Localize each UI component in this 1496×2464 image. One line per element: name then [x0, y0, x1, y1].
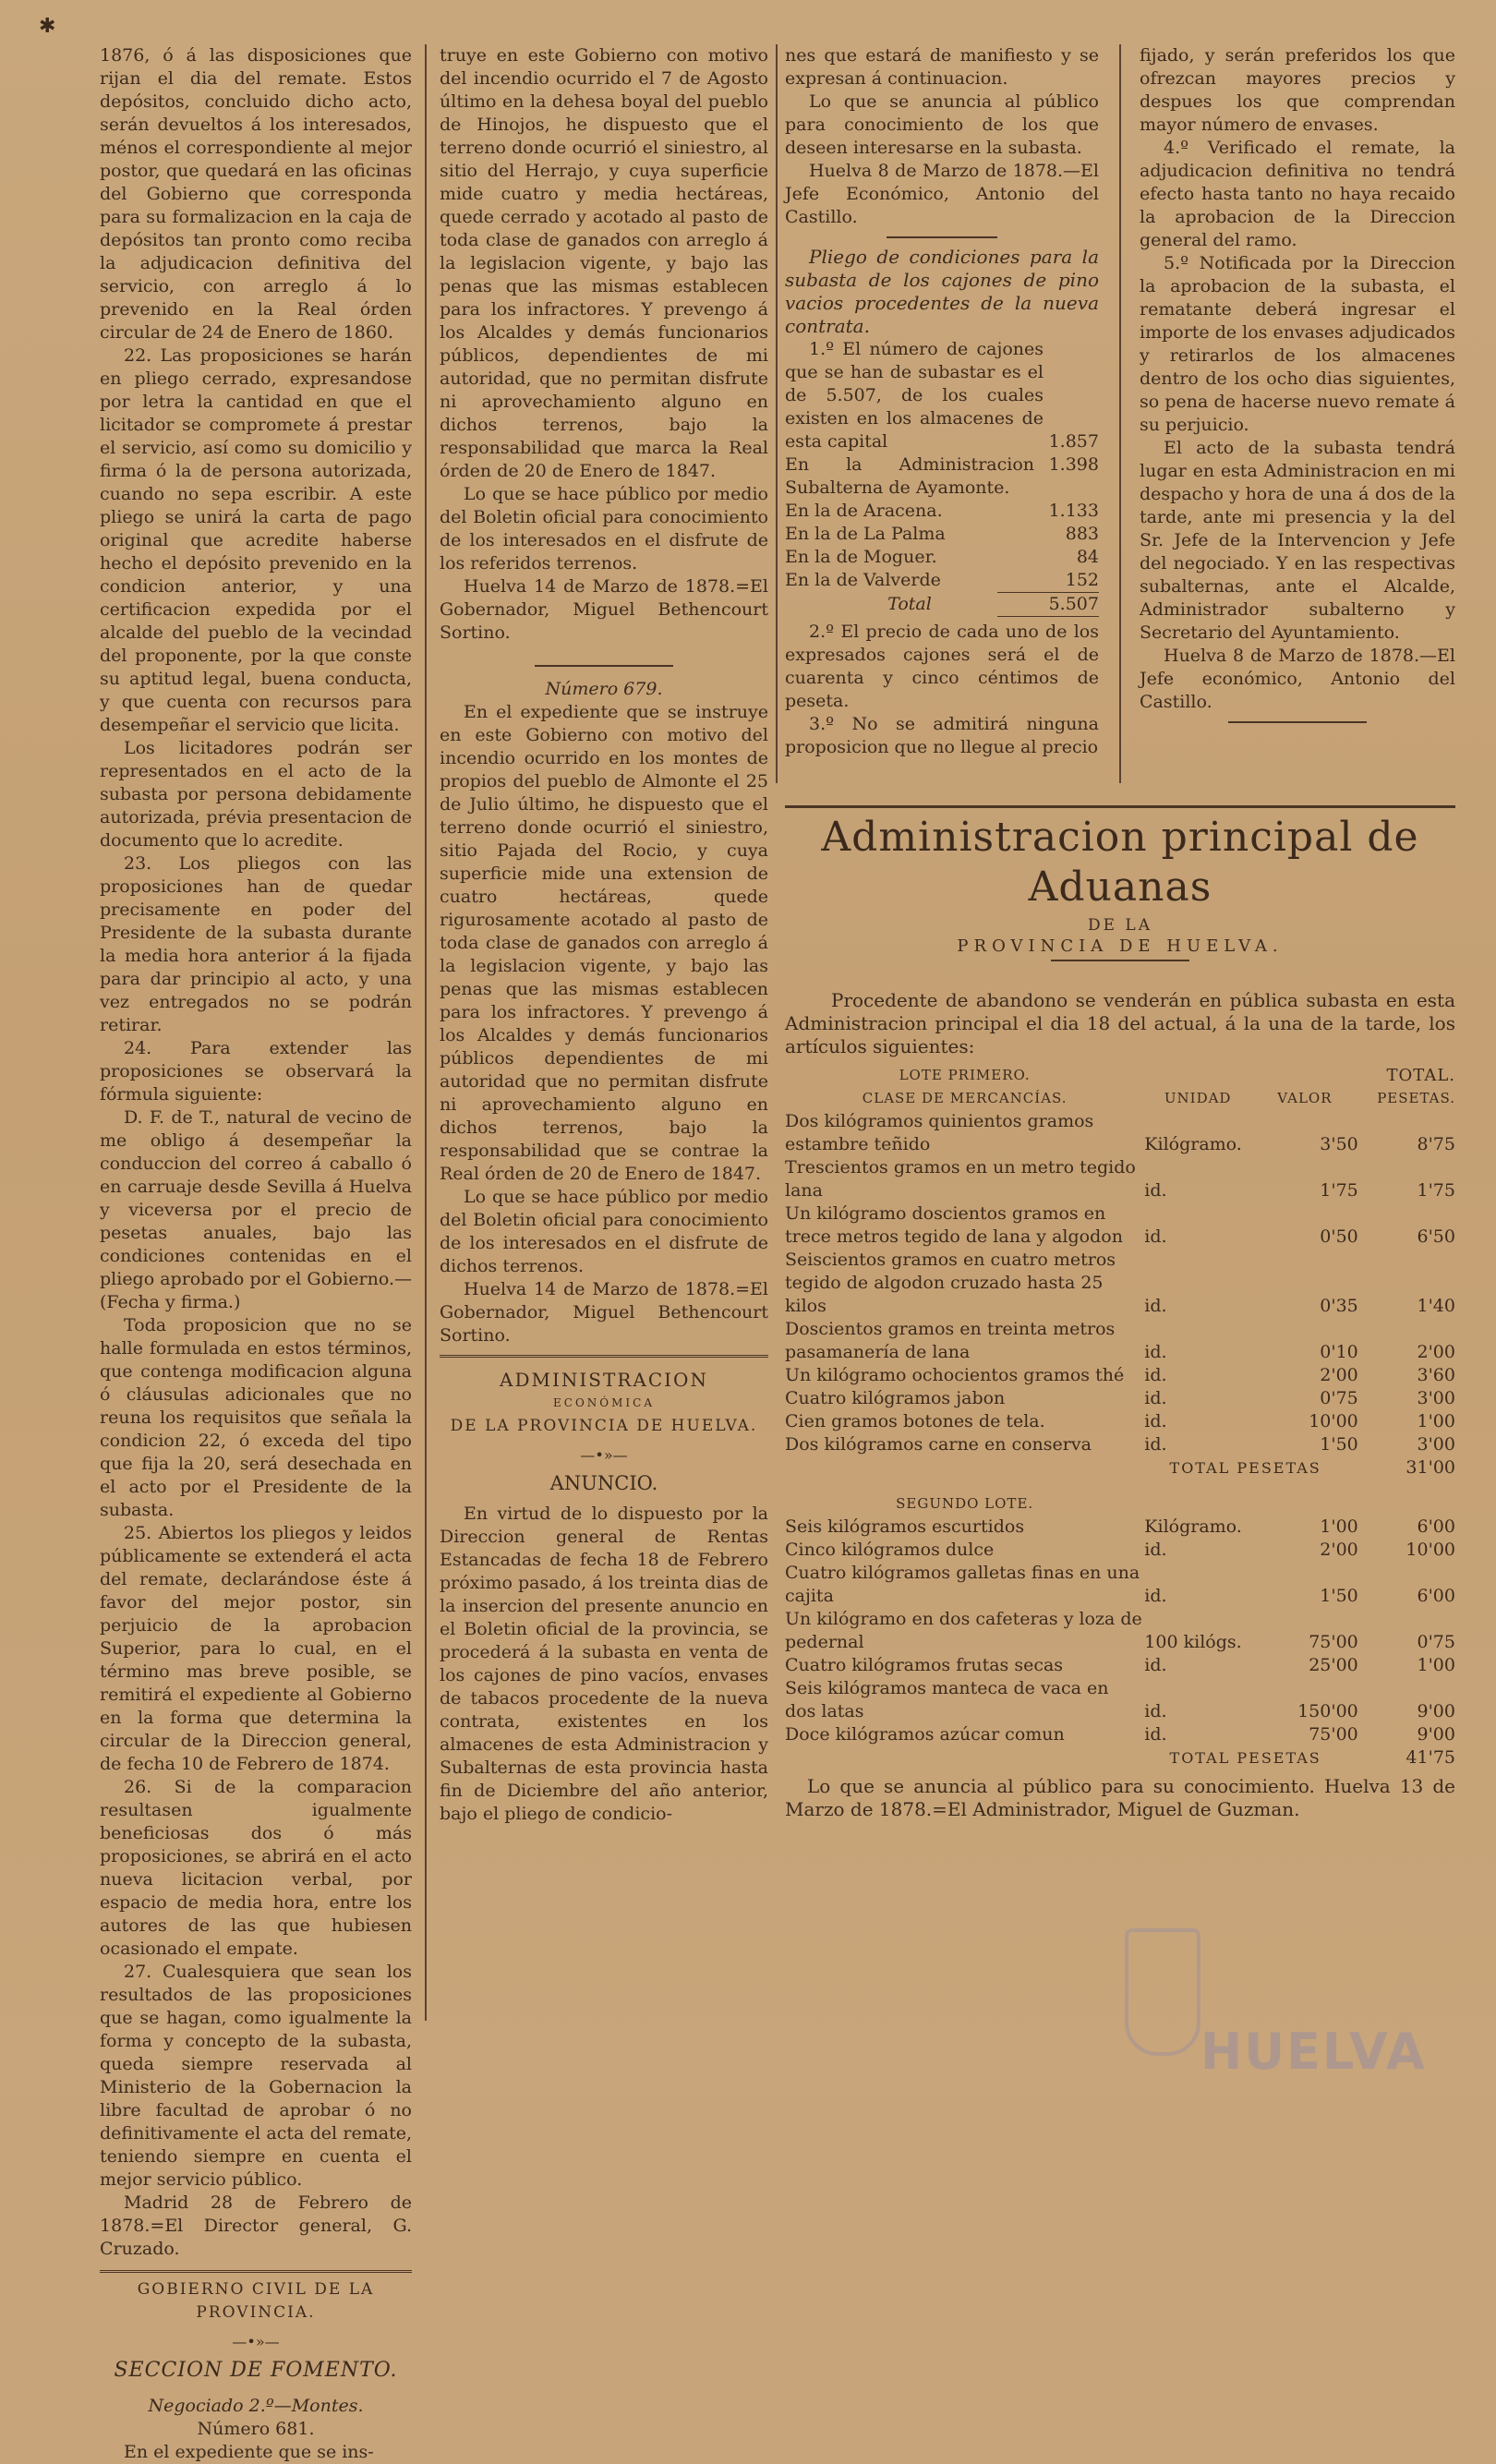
item-desc: Un kilógramo ochocientos gramos thé: [785, 1365, 1125, 1385]
item-unidad: id.: [1144, 1226, 1167, 1247]
item-unidad: id.: [1144, 1342, 1167, 1362]
paragraph: [785, 338, 1099, 453]
aduanas-subtitle-1: DE LA: [1087, 916, 1152, 935]
column-3: [785, 44, 1099, 783]
col-total-header: TOTAL.: [1386, 1066, 1455, 1085]
item-desc: Cien gramos botones de tela.: [785, 1411, 1045, 1431]
numero-heading: Número 679.: [545, 679, 663, 699]
item-desc: Seis kilógramos escurtidos: [785, 1516, 1025, 1537]
item-unidad: id.: [1144, 1365, 1167, 1385]
item-row: [785, 1110, 1455, 1156]
item-unidad: id.: [1144, 1540, 1167, 1560]
item-unidad: 100 kilógs.: [1144, 1632, 1242, 1652]
total-label: Total: [887, 594, 932, 614]
item-desc: Dos kilógramos carne en conserva: [785, 1434, 1092, 1455]
item-desc: Un kilógramo en dos cafeteras y loza de pedernal: [785, 1609, 1142, 1652]
paragraph: 3.º No se admitirá ninguna proposicion que no llegue al precio: [785, 714, 1099, 757]
paragraph: 22. Las proposiciones se harán en pliego cerrado, expresandose por letra la cantidad en que el licitador se compromete á prestar el servicio, así como su domicilio y firma ó la de persona autorizada, cuando no sepa escribir. A este pliego se unirá la carta de pago original que acredite haberse hecho el depósito prevenido en la condicion anterior, y una certificacion expedida por el alcalde del pueblo de la vecindad del proponente, por la que conste su aptitud legal, buena conducta, y que cuenta con recursos para desempeñar el servicio que licita.: [100, 345, 412, 735]
cajones-label: En la Administracion Subalterna de Ayamonte.: [785, 454, 1034, 498]
aduanas-intro: Procedente de abandono se venderán en pública subasta en esta Administracion principal el dia 18 del actual, á la una de la tarde, los artículos siguientes:: [785, 989, 1455, 1057]
item-valor: 3'50: [1320, 1134, 1358, 1154]
cajones-value: 84: [1076, 547, 1099, 567]
condition-1-text: 1.º El número de cajones que se han de subastar es el de 5.507, de los cuales existen en los almacenes de esta capital: [785, 339, 1044, 452]
lote-2-rows: [785, 1516, 1455, 1746]
ornament-icon: —•»—: [232, 2333, 280, 2350]
item-total: 8'75: [1417, 1134, 1455, 1154]
item-unidad: id.: [1144, 1411, 1167, 1431]
cajones-label: En la de Aracena.: [785, 501, 943, 521]
cajones-list: [785, 453, 1099, 592]
item-total: 3'00: [1417, 1388, 1455, 1408]
paragraph: 25. Abiertos los pliegos y leidos públicamente se extenderá el acta del remate, declarándose éste á favor del mejor postor, sin perjuicio de la aprobacion Superior, para lo cual, en el término mas breve posible, se remitirá el expediente al Gobierno en la forma que determina la circular de la Direccion general, de fecha 10 de Febrero de 1874.: [100, 1523, 412, 1774]
gobierno-heading: GOBIERNO CIVIL DE LA PROVINCIA.: [137, 2280, 375, 2322]
col-valor-header: VALOR: [1277, 1090, 1333, 1106]
cajones-value: 1.133: [1048, 501, 1099, 521]
item-valor: 0'35: [1320, 1296, 1358, 1316]
lote-1-table: [785, 1064, 1455, 1769]
divider: [1228, 721, 1367, 723]
coat-of-arms-icon: [1125, 1928, 1200, 2056]
item-row: [785, 1433, 1455, 1456]
item-row: [785, 1202, 1455, 1249]
item-valor: 0'75: [1320, 1388, 1358, 1408]
item-row: [785, 1364, 1455, 1387]
col-clase-header: CLASE DE MERCANCÍAS.: [862, 1090, 1068, 1106]
paragraph: nes que estará de manifiesto y se expresan á continuacion.: [785, 45, 1099, 89]
signature: Huelva 14 de Marzo de 1878.=El Gobernador, Miguel Bethencourt Sortino.: [440, 576, 768, 643]
column-rule: [776, 44, 778, 783]
item-unidad: id.: [1144, 1701, 1167, 1721]
item-total: 3'00: [1417, 1434, 1455, 1455]
item-total: 6'00: [1417, 1516, 1455, 1537]
signature: Madrid 28 de Febrero de 1878.=El Director general, G. Cruzado.: [100, 2192, 412, 2259]
anuncio-heading: ANUNCIO.: [549, 1472, 658, 1494]
paragraph: Lo que se anuncia al público para conocimiento de los que deseen interesarse en la subasta.: [785, 91, 1099, 158]
item-valor: 1'75: [1320, 1180, 1358, 1201]
item-unidad: id.: [1144, 1180, 1167, 1201]
paragraph: Toda proposicion que no se halle formulada en estos términos, que contenga modificacion alguna ó cláusulas adicionales que no reuna los requisitos que señala la condicion 22, ó exceda del tipo que fija la 20, será desechada en el acto por el Presidente de la subasta.: [100, 1315, 412, 1520]
section-divider: [440, 1355, 768, 1369]
signature: Huelva 8 de Marzo de 1878.—El Jefe económico, Antonio del Castillo.: [1140, 646, 1455, 712]
cajones-row: [785, 453, 1099, 500]
item-total: 1'75: [1417, 1180, 1455, 1201]
paragraph: Lo que se hace público por medio del Boletin oficial para conocimiento de los interesados en el disfrute de dichos terrenos.: [440, 1187, 768, 1276]
seccion-heading: SECCION DE FOMENTO.: [114, 2359, 398, 2382]
item-unidad: id.: [1144, 1388, 1167, 1408]
corner-star-icon: ✱: [39, 15, 56, 38]
column-1: [100, 44, 412, 2462]
admin-heading: ADMINISTRACION: [500, 1369, 708, 1391]
total-value: 5.507: [1048, 594, 1099, 614]
cajones-row: [785, 500, 1099, 523]
item-valor: 75'00: [1309, 1724, 1358, 1745]
admin-province: DE LA PROVINCIA DE HUELVA.: [450, 1417, 758, 1435]
paragraph: En el expediente que se ins-: [124, 2442, 374, 2462]
column-rule: [1119, 44, 1121, 783]
cajones-value: 883: [1065, 524, 1099, 544]
aduanas-subtitle-2: PROVINCIA DE HUELVA.: [957, 936, 1284, 956]
sum-line: [997, 616, 1099, 617]
item-total: 6'00: [1417, 1586, 1455, 1606]
col-unidad-header: UNIDAD: [1164, 1090, 1232, 1106]
item-row: [785, 1677, 1455, 1723]
item-row: [785, 1516, 1455, 1539]
item-row: [785, 1410, 1455, 1433]
col-pesetas-header: PESETAS.: [1377, 1090, 1455, 1106]
watermark-text: HUELVA: [1200, 2023, 1427, 2081]
cajones-label: En la de Valverde: [785, 570, 941, 590]
paragraph: 4.º Verificado el remate, la adjudicacion definitiva no tendrá efecto hasta tanto no haya recaido la aprobacion de la Direccion general del ramo.: [1140, 138, 1455, 250]
aduanas-title: Administracion principal de Aduanas: [821, 814, 1419, 911]
item-desc: Doscientos gramos en treinta metros pasamanería de lana: [785, 1319, 1116, 1362]
item-desc: Cuatro kilógramos jabon: [785, 1388, 1006, 1408]
signature: Huelva 14 de Marzo de 1878.=El Gobernador, Miguel Bethencourt Sortino.: [440, 1279, 768, 1346]
lote-1-title: LOTE PRIMERO.: [899, 1067, 1031, 1083]
item-valor: 1'50: [1320, 1586, 1358, 1606]
item-row: [785, 1654, 1455, 1677]
item-valor: 75'00: [1309, 1632, 1358, 1652]
item-valor: 2'00: [1320, 1365, 1358, 1385]
paragraph: Los licitadores podrán ser representados en el acto de la subasta por persona debidamente autorizada, prévia presentacion de documento que lo acredite.: [100, 738, 412, 851]
item-desc: Seiscientos gramos en cuatro metros tegido de algodon cruzado hasta 25 kilos: [785, 1250, 1116, 1316]
lote-1-rows: [785, 1110, 1455, 1456]
section-rule: [785, 805, 1455, 808]
cajones-row: [785, 523, 1099, 546]
paragraph: El acto de la subasta tendrá lugar en esta Administracion en mi despacho y hora de una á dos de la tarde, ante mi presencia y la del Sr. Jefe de la Intervencion y Jefe del negociado. Y en las respectivas subalternas, ante el Alcalde, Administrador subalterno y Secretario del Ayuntamiento.: [1140, 438, 1455, 643]
paragraph: 24. Para extender las proposiciones se observará la fórmula siguiente:: [100, 1038, 412, 1105]
admin-subheading: ECONÓMICA: [553, 1396, 655, 1409]
item-desc: Doce kilógramos azúcar comun: [785, 1724, 1065, 1745]
cajones-row: [785, 546, 1099, 569]
item-unidad: id.: [1144, 1586, 1167, 1606]
paragraph: Lo que se hace público por medio del Boletin oficial para conocimiento de los interesados en el disfrute de los referidos terrenos.: [440, 484, 768, 574]
item-total: 10'00: [1406, 1540, 1455, 1560]
item-desc: Un kilógramo doscientos gramos en trece metros tegido de lana y algodon: [785, 1203, 1123, 1247]
item-total: 1'40: [1417, 1296, 1455, 1316]
item-unidad: id.: [1144, 1434, 1167, 1455]
paragraph: 5.º Notificada por la Direccion la aprobacion de la subasta, el rematante deberá ingresar el importe de los envases adjudicados y retirarlos de los almacenes dentro de los ocho dias siguientes, so pena de hacerse nuevo remate á su perjuicio.: [1140, 253, 1455, 435]
section-divider: [100, 2270, 412, 2278]
cajones-value: 152: [1065, 570, 1099, 590]
item-valor: 1'00: [1320, 1516, 1358, 1537]
item-desc: Cinco kilógramos dulce: [785, 1540, 995, 1560]
paragraph: D. F. de T., natural de vecino de me obligo á desempeñar la conduccion del correo á caballo ó en carruaje desde Sevilla á Huelva y viceversa por el precio de pesetas anuales, bajo las condiciones contenidas en el pliego aprobado por el Gobierno.—(Fecha y firma.): [100, 1107, 412, 1312]
cajones-label: En la de La Palma: [785, 524, 946, 544]
paragraph: 26. Si de la comparacion resultasen igualmente beneficiosas dos ó más proposiciones, se abrirá en el acto nueva licitacion verbal, por espacio de media hora, entre los autores de las que hubiesen ocasionado el empate.: [100, 1777, 412, 1959]
item-total: 1'00: [1417, 1655, 1455, 1675]
item-total: 0'75: [1417, 1632, 1455, 1652]
paragraph: En el expediente que se instruye en este Gobierno con motivo del incendio ocurrido en los montes de propios del pueblo de Almonte el 25 de Julio último, he dispuesto que el terreno donde ocurrió el siniestro, sitio Pajada del Rocio, y cuya superficie mide una extension de cuatro hectáreas, quede rigurosamente acotado al pasto de toda clase de ganados con arreglo á la legislacion vigente, y bajo las penas que las mismas establecen para los infractores. Y prevengo á los Alcaldes y demás funcionarios públicos dependientes de mi autoridad que no permitan disfrute ni aprovechamiento alguno en dichos terrenos, bajo la responsabilidad que se contrae la Real órden de 20 de Enero de 1847.: [440, 702, 768, 1184]
item-row: [785, 1249, 1455, 1318]
item-unidad: id.: [1144, 1296, 1167, 1316]
cajones-value: 1.398: [1048, 454, 1099, 475]
paragraph: 23. Los pliegos con las proposiciones han de quedar precisamente en poder del Presidente de la subasta durante la media hora anterior á la fijada para dar principio al acto, y una vez entregados no se podrán retirar.: [100, 853, 412, 1035]
total-1-label: TOTAL PESETAS: [1169, 1459, 1321, 1477]
total-row: [785, 593, 1099, 616]
item-valor: 25'00: [1309, 1655, 1358, 1675]
ornament-icon: —•»—: [580, 1446, 628, 1464]
paragraph: fijado, y serán preferidos los que ofrezcan mayores precios y despues los que comprendan mayor número de envases.: [1140, 45, 1455, 135]
column-4: [1140, 44, 1455, 783]
aduanas-section: [785, 813, 1455, 2069]
item-row: [785, 1562, 1455, 1608]
cajones-label: En la de Moguer.: [785, 547, 937, 567]
item-desc: Cuatro kilógramos frutas secas: [785, 1655, 1064, 1675]
item-total: 9'00: [1417, 1724, 1455, 1745]
item-unidad: id.: [1144, 1724, 1167, 1745]
item-valor: 1'50: [1320, 1434, 1358, 1455]
divider: [535, 665, 673, 667]
column-2: [440, 44, 768, 2058]
pliego-heading: Pliego de condiciones para la subasta de los cajones de pino vacios procedentes de la nueva contrata.: [785, 246, 1099, 337]
item-total: 2'00: [1417, 1342, 1455, 1362]
item-unidad: Kilógramo.: [1144, 1134, 1242, 1154]
signature: Huelva 8 de Marzo de 1878.—El Jefe Económico, Antonio del Castillo.: [785, 161, 1099, 227]
item-row: [785, 1539, 1455, 1562]
item-total: 1'00: [1417, 1411, 1455, 1431]
numero-heading: Número 681.: [197, 2419, 315, 2439]
item-row: [785, 1318, 1455, 1364]
item-desc: Dos kilógramos quinientos gramos estambre teñido: [785, 1111, 1094, 1154]
item-total: 6'50: [1417, 1226, 1455, 1247]
paragraph: 27. Cualesquiera que sean los resultados de las proposiciones que se hagan, como igualmente la forma y concepto de la subasta, queda siempre reservada al Ministerio de la Gobernacion la libre facultad de aprobar ó no definitivamente el acta del remate, teniendo siempre en cuenta el mejor servicio público.: [100, 1962, 412, 2190]
item-row: [785, 1723, 1455, 1746]
item-valor: 2'00: [1320, 1540, 1358, 1560]
total-1-value: 31'00: [1406, 1457, 1455, 1478]
paragraph: 1876, ó á las disposiciones que rijan el dia del remate. Estos depósitos, concluido dicho acto, serán devueltos á los interesados, ménos el correspondiente al mejor postor, que quedará en las oficinas del Gobierno que corresponda para su formalizacion en la caja de depósitos tan pronto como reciba la adjudicacion definitiva del servicio, con arreglo á lo prevenido en la Real órden circular de 24 de Enero de 1860.: [100, 45, 412, 343]
item-valor: 0'10: [1320, 1342, 1358, 1362]
item-row: [785, 1156, 1455, 1202]
paragraph: 2.º El precio de cada uno de los expresados cajones será el de cuarenta y cinco céntimos de peseta.: [785, 622, 1099, 711]
item-total: 9'00: [1417, 1701, 1455, 1721]
item-row: [785, 1608, 1455, 1654]
item-desc: Cuatro kilógramos galletas finas en una cajita: [785, 1563, 1140, 1606]
aduanas-closing: Lo que se anuncia al público para su conocimiento. Huelva 13 de Marzo de 1878.=El Administrador, Miguel de Guzman.: [785, 1775, 1455, 1820]
item-total: 3'60: [1417, 1365, 1455, 1385]
item-valor: 0'50: [1320, 1226, 1358, 1247]
item-desc: Seis kilógramos manteca de vaca en dos latas: [785, 1678, 1109, 1721]
total-2-value: 41'75: [1406, 1747, 1455, 1768]
negociado-heading: Negociado 2.º—Montes.: [148, 2396, 364, 2416]
divider: [887, 236, 997, 238]
item-row: [785, 1387, 1455, 1410]
cajones-row: [785, 569, 1099, 592]
capital-value: 1.857: [1048, 431, 1099, 452]
item-unidad: id.: [1144, 1655, 1167, 1675]
divider: [1051, 960, 1189, 961]
item-desc: Trescientos gramos en un metro tegido lana: [785, 1157, 1136, 1201]
paragraph: truye en este Gobierno con motivo del incendio ocurrido el 7 de Agosto último en la dehesa boyal del pueblo de Hinojos, he dispuesto que el terreno donde ocurrió el siniestro, al sitio del Herrajo, y cuya superficie mide cuatro y media hectáreas, quede cerrado y acotado al pasto de toda clase de ganados con arreglo á la legislacion vigente, y bajo las penas que las mismas establecen para los infractores. Y prevengo á los Alcaldes y demás funcionarios públicos, dependientes de mi autoridad, que no permitan disfrute ni aprovechamiento alguno en dichos terrenos, bajo la responsabilidad que marca la Real órden de 20 de Enero de 1847.: [440, 45, 768, 481]
total-2-label: TOTAL PESETAS: [1169, 1749, 1321, 1767]
lote-2-title: SEGUNDO LOTE.: [896, 1495, 1034, 1512]
item-valor: 10'00: [1309, 1411, 1358, 1431]
paragraph: En virtud de lo dispuesto por la Direccion general de Rentas Estancadas de fecha 18 de Febrero próximo pasado, á los treinta dias de la insercion del presente anuncio en el Boletin oficial de la provincia, se procederá á la subasta en venta de los cajones de pino vacíos, envases de tabacos procedente de la nueva contrata, existentes en los almacenes de esta Administracion y Subalternas de esta provincia hasta fin de Diciembre del año anterior, bajo el pliego de condicio-: [440, 1504, 768, 1824]
item-unidad: Kilógramo.: [1144, 1516, 1242, 1537]
column-rule: [425, 44, 427, 2021]
item-valor: 150'00: [1297, 1701, 1358, 1721]
